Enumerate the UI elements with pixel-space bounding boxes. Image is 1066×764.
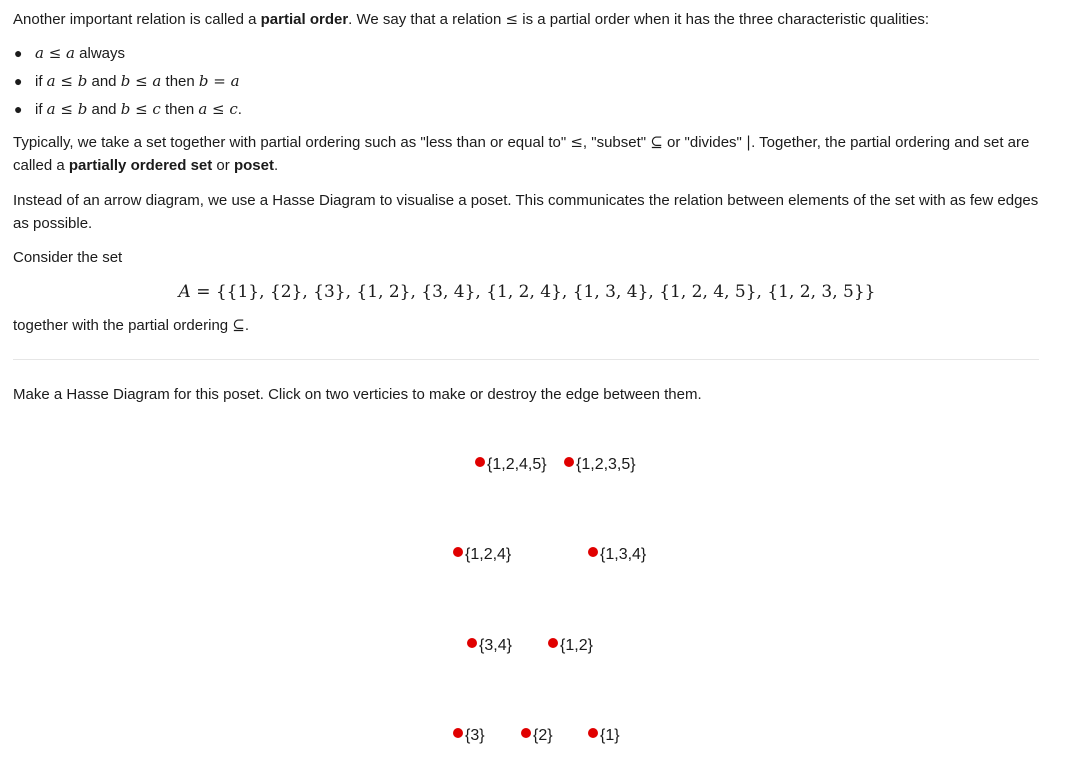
vertex-dot[interactable] xyxy=(521,728,531,738)
partial-order-term: partial order xyxy=(260,11,349,28)
intro-paragraph xyxy=(13,8,1041,31)
text: . Together, the partial ordering and set are called a xyxy=(13,134,1030,174)
text: . xyxy=(273,157,279,174)
vertex-label: {1,2,4} xyxy=(465,546,512,563)
hasse-intro-paragraph: Instead of an arrow diagram, we use a Hasse Diagram to visualise a poset. This communicates the relation between elements of the set with as few edges as possible. xyxy=(13,192,1039,232)
bullet-icon: ● xyxy=(14,73,23,89)
vertex-3[interactable] xyxy=(453,727,485,745)
intro-text-1: Another important relation is called a xyxy=(13,11,261,28)
rule-math: a ≤ b xyxy=(46,100,88,118)
vertex-label: {3} xyxy=(465,727,485,744)
rule-text: then xyxy=(161,73,199,90)
rule-math: b ≤ a xyxy=(120,72,162,90)
vertex-1[interactable] xyxy=(588,727,620,745)
subset-symbol: ⊆ xyxy=(232,316,245,334)
intro-text-3: is a partial order when it has the three characteristic qualities: xyxy=(518,11,930,28)
vertex-12[interactable] xyxy=(548,637,593,655)
property-antisymmetric xyxy=(13,69,242,97)
rule-text: and xyxy=(87,73,121,90)
rule-text: always xyxy=(75,45,126,62)
subset-symbol: ⊆ xyxy=(650,133,663,151)
vertex-label: {1,2,4,5} xyxy=(487,456,547,473)
text: , "subset" xyxy=(582,134,651,151)
rule-text: if xyxy=(35,73,47,90)
rule-math: a ≤ a xyxy=(35,44,75,62)
intro-text-2: . We say that a relation xyxy=(348,11,506,28)
set-elements: = {{1}, {2}, {3}, {1, 2}, {3, 4}, {1, 2, 4}, {1, 3, 4}, {1, 2, 4, 5}, {1, 2, 3, 5}} xyxy=(190,282,876,302)
vertex-label: {1,2,3,5} xyxy=(576,456,636,473)
leq-symbol: ≤ xyxy=(505,10,519,28)
rule-math: a ≤ b xyxy=(46,72,88,90)
text: or xyxy=(212,157,234,174)
vertex-124[interactable] xyxy=(453,546,511,564)
vertex-dot[interactable] xyxy=(564,457,574,467)
vertex-34[interactable] xyxy=(467,637,512,655)
set-equation xyxy=(13,279,1041,305)
property-transitive xyxy=(13,97,242,125)
rule-text: then xyxy=(160,101,199,118)
vertex-dot[interactable] xyxy=(588,728,598,738)
text: Typically, we take a set together with partial ordering such as "less than or equal to" xyxy=(13,134,571,151)
poset-term: partially ordered set xyxy=(68,157,213,174)
text: or "divides" xyxy=(662,134,747,151)
partial-order-properties xyxy=(13,41,242,125)
property-reflexive xyxy=(13,41,242,69)
vertex-dot[interactable] xyxy=(453,547,463,557)
vertex-label: {3,4} xyxy=(479,637,512,654)
vertex-134[interactable] xyxy=(588,546,646,564)
divides-symbol: | xyxy=(746,133,752,151)
rule-text: . xyxy=(237,101,242,118)
rule-text: if xyxy=(35,101,47,118)
vertex-dot[interactable] xyxy=(467,638,477,648)
examples-paragraph xyxy=(13,131,1041,177)
vertex-1235[interactable] xyxy=(564,456,636,474)
leq-symbol: ≤ xyxy=(570,133,583,151)
rule-math: a ≤ c xyxy=(198,100,238,118)
vertex-dot[interactable] xyxy=(475,457,485,467)
section-divider xyxy=(13,359,1039,360)
vertex-dot[interactable] xyxy=(453,728,463,738)
text: . xyxy=(244,317,250,334)
bullet-icon: ● xyxy=(14,45,23,61)
instructions-paragraph: Make a Hasse Diagram for this poset. Click on two verticies to make or destroy the edge between them. xyxy=(13,386,702,403)
vertex-dot[interactable] xyxy=(548,638,558,648)
rule-text: and xyxy=(87,101,121,118)
rule-math: b = a xyxy=(198,72,240,90)
text: together with the partial ordering xyxy=(13,317,233,334)
set-variable: A xyxy=(178,282,191,302)
vertex-label: {1,2} xyxy=(560,637,593,654)
vertex-dot[interactable] xyxy=(588,547,598,557)
vertex-label: {1,3,4} xyxy=(600,546,647,563)
ordering-paragraph xyxy=(13,314,1041,337)
vertex-label: {2} xyxy=(533,727,553,744)
bullet-icon: ● xyxy=(14,101,23,117)
vertex-label: {1} xyxy=(600,727,620,744)
poset-short-term: poset xyxy=(233,157,274,174)
rule-math: b ≤ c xyxy=(120,100,161,118)
vertex-2[interactable] xyxy=(521,727,553,745)
consider-set-paragraph: Consider the set xyxy=(13,249,123,266)
vertex-1245[interactable] xyxy=(475,456,547,474)
